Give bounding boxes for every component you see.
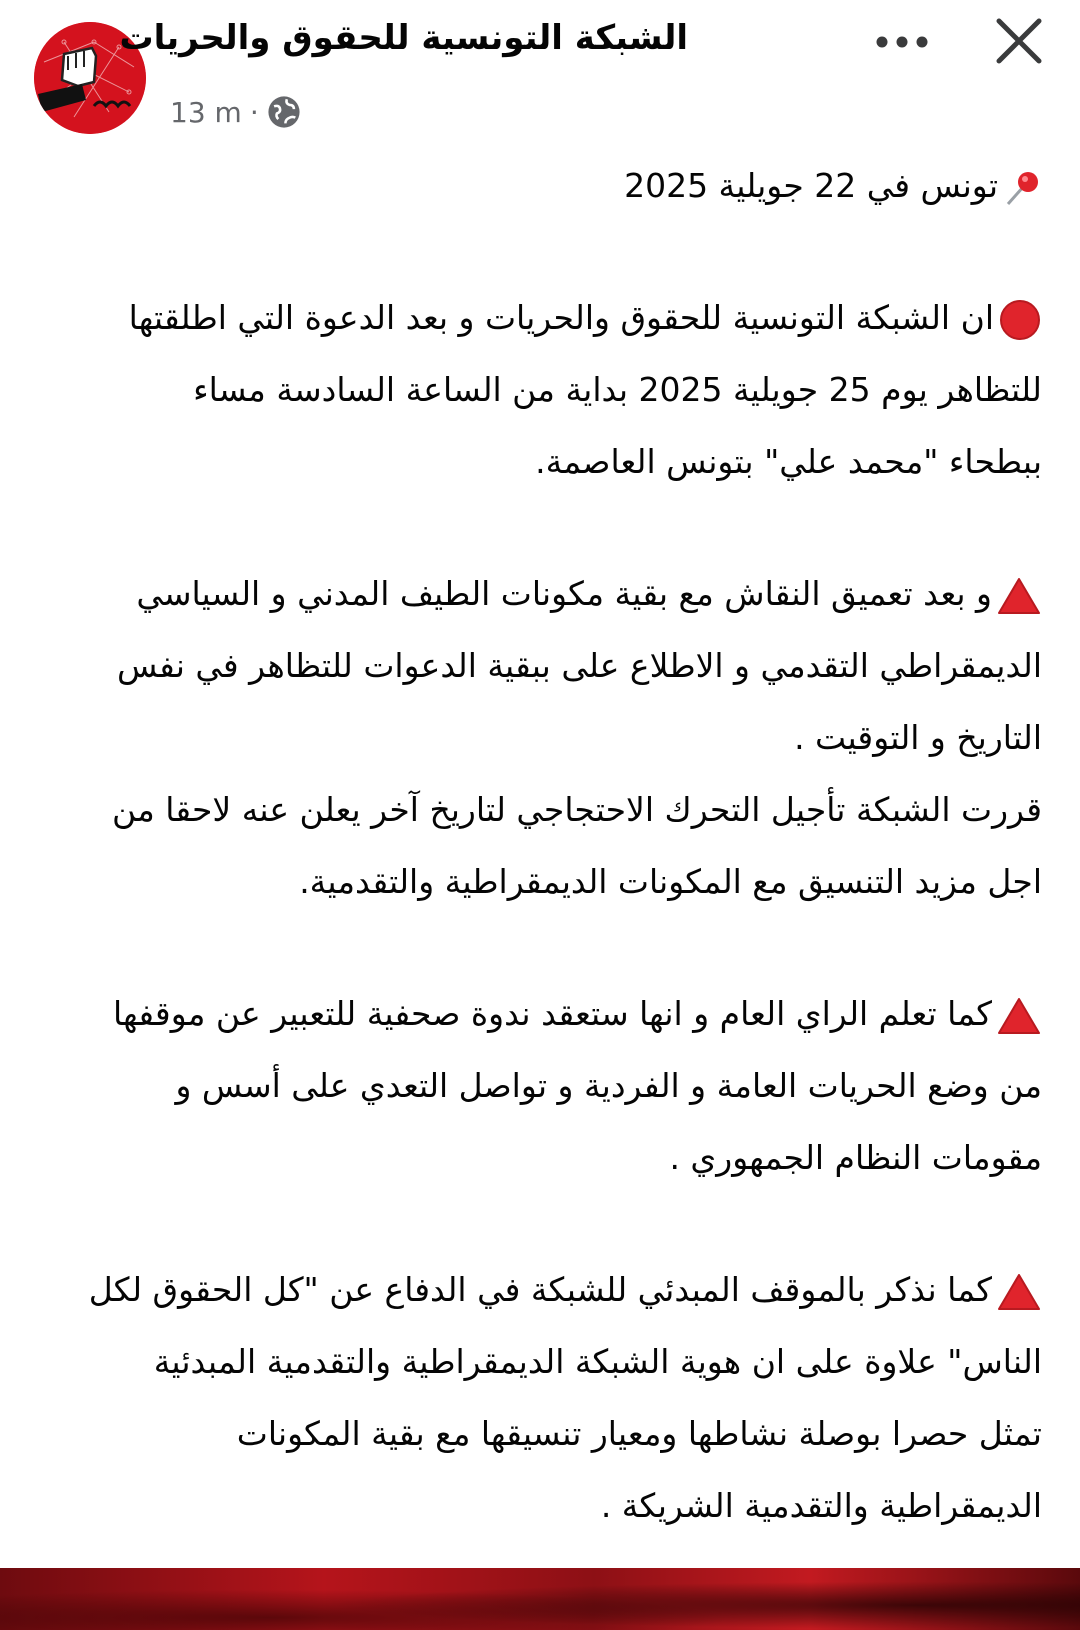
paragraph-line bbox=[40, 282, 1042, 354]
paragraph-text: كما نذكر بالموقف المبدئي للشبكة في الدفاع عن "كل الحقوق لكل bbox=[88, 1270, 992, 1309]
paragraph-line: الناس" علاوة على ان هوية الشبكة الديمقراطية والتقدمية المبدئية bbox=[153, 1342, 1042, 1381]
close-button[interactable] bbox=[990, 12, 1048, 70]
post-body bbox=[40, 150, 1042, 1542]
paragraph-text: و بعد تعميق النقاش مع بقية مكونات الطيف المدني و السياسي bbox=[136, 574, 992, 613]
post-header bbox=[0, 0, 1080, 140]
round-pushpin-icon bbox=[1002, 168, 1042, 208]
paragraph-line: الديمقراطي التقدمي و الاطلاع على ببقية الدعوات للتظاهر في نفس bbox=[116, 646, 1042, 685]
post-meta bbox=[170, 92, 301, 132]
paragraph-4 bbox=[40, 1254, 1042, 1542]
paragraph-line: مقومات النظام الجمهوري . bbox=[669, 1138, 1042, 1177]
paragraph-line: من وضع الحريات العامة و الفردية و تواصل التعدي على أسس و bbox=[175, 1066, 1042, 1105]
date-line bbox=[40, 150, 1042, 222]
paragraph-line: ببطحاء "محمد علي" بتونس العاصمة. bbox=[535, 442, 1042, 481]
globe-icon[interactable] bbox=[267, 95, 301, 129]
paragraph-line: للتظاهر يوم 25 جويلية 2025 بداية من الساعة السادسة مساء bbox=[193, 370, 1042, 409]
meta-separator: · bbox=[249, 95, 259, 129]
page-name[interactable]: الشبكة التونسية للحقوق والحريات bbox=[119, 18, 688, 58]
close-icon bbox=[995, 17, 1043, 65]
paragraph-line: التاريخ و التوقيت . bbox=[794, 718, 1042, 757]
red-triangle-icon bbox=[996, 996, 1042, 1036]
paragraph-1 bbox=[40, 282, 1042, 498]
paragraph-line bbox=[40, 1254, 1042, 1326]
red-circle-icon bbox=[998, 298, 1042, 342]
red-triangle-icon bbox=[996, 1272, 1042, 1312]
paragraph-line bbox=[40, 978, 1042, 1050]
more-horizontal-icon bbox=[874, 35, 930, 49]
paragraph-line: الديمقراطية والتقدمية الشريكة . bbox=[600, 1486, 1042, 1525]
red-triangle-icon bbox=[996, 576, 1042, 616]
more-options-button[interactable] bbox=[870, 22, 934, 62]
paragraph-3 bbox=[40, 978, 1042, 1194]
paragraph-line: اجل مزيد التنسيق مع المكونات الديمقراطية والتقدمية. bbox=[299, 862, 1042, 901]
post-photo[interactable] bbox=[0, 1568, 1080, 1630]
paragraph-line: قررت الشبكة تأجيل التحرك الاحتجاجي لتاريخ آخر يعلن عنه لاحقا من bbox=[111, 790, 1042, 829]
paragraph-text: ان الشبكة التونسية للحقوق والحريات و بعد الدعوة التي اطلقتها bbox=[128, 298, 994, 337]
paragraph-text: كما تعلم الراي العام و انها ستعقد ندوة صحفية للتعبير عن موقفها bbox=[112, 994, 992, 1033]
post-time[interactable]: 13 m bbox=[170, 95, 242, 129]
date-text: تونس في 22 جويلية 2025 bbox=[624, 166, 998, 205]
paragraph-2 bbox=[40, 558, 1042, 918]
paragraph-line: تمثل حصرا بوصلة نشاطها ومعيار تنسيقها مع بقية المكونات bbox=[236, 1414, 1042, 1453]
paragraph-line bbox=[40, 558, 1042, 630]
